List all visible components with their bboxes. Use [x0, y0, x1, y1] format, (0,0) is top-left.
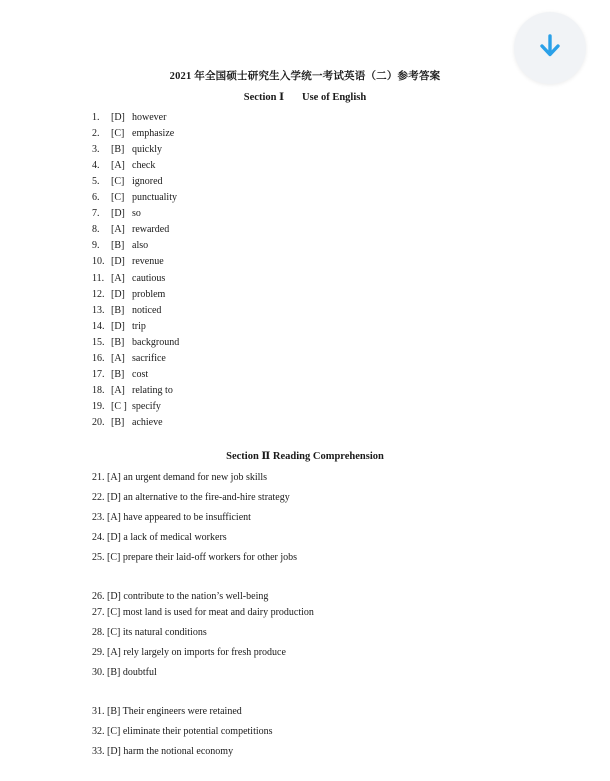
answer-text: cautious [132, 272, 166, 284]
answer-row [92, 224, 169, 236]
reading-answer-row: 32. [C] eliminate their potential competitions [92, 726, 273, 737]
answer-text: check [132, 160, 156, 172]
answer-text: so [132, 208, 141, 220]
answer-letter: [D] [111, 256, 125, 268]
answer-row [92, 289, 165, 301]
answer-text: rewarded [132, 224, 170, 236]
section2-heading: Section Ⅱ Reading Comprehension [226, 451, 384, 462]
answer-row [92, 369, 148, 381]
answer-row [92, 240, 148, 252]
answer-letter: [C ] [111, 400, 127, 412]
answer-text: ignored [132, 176, 163, 188]
section1-label: Section Ⅰ [243, 92, 284, 103]
answer-text: punctuality [132, 192, 177, 204]
answer-letter: [B] [111, 240, 125, 252]
answer-text: however [132, 112, 167, 123]
answer-text: specify [132, 400, 161, 412]
reading-answer-row: 22. [D] an alternative to the fire-and-hire strategy [92, 492, 290, 503]
document-title: 2021 年全国硕士研究生入学统一考试英语（二）参考答案 [169, 71, 441, 82]
answer-number: 4. [92, 160, 100, 172]
answer-letter: [C] [111, 192, 125, 204]
answer-text: background [132, 336, 180, 348]
answer-letter: [B] [111, 416, 125, 428]
answer-letter: [A] [111, 384, 125, 396]
answer-number: 9. [92, 240, 100, 252]
answer-letter: [C] [111, 176, 125, 188]
answer-number: 5. [92, 176, 100, 188]
answer-row [92, 128, 174, 140]
answer-text: problem [132, 288, 166, 300]
section1-subtitle: Use of English [302, 92, 367, 103]
answer-letter: [D] [111, 112, 125, 123]
answer-row [92, 273, 165, 285]
answer-text: quickly [132, 144, 162, 156]
answer-text: achieve [132, 416, 163, 428]
answer-letter: [D] [111, 208, 125, 220]
answer-letter: [A] [111, 160, 125, 172]
answer-row [92, 305, 161, 317]
answer-text: noticed [132, 304, 162, 316]
answer-number: 11. [92, 272, 105, 284]
answer-row [92, 208, 141, 220]
reading-answer-row: 23. [A] have appeared to be insufficient [92, 512, 251, 523]
answer-letter: [B] [111, 304, 125, 316]
answer-text: also [132, 240, 149, 252]
answer-number: 14. [92, 320, 105, 332]
answer-number: 6. [92, 192, 100, 204]
answer-number: 2. [92, 128, 100, 140]
answer-number: 15. [92, 336, 105, 348]
section1-heading [0, 91, 610, 103]
answer-letter: [A] [111, 352, 125, 364]
answer-row [92, 321, 146, 333]
answer-letter: [B] [111, 368, 125, 380]
answer-text: emphasize [132, 128, 175, 140]
answer-row [92, 401, 161, 413]
answer-letter: [C] [111, 128, 125, 140]
answer-number: 3. [92, 144, 100, 156]
answer-number: 18. [92, 384, 105, 396]
reading-answer-row: 30. [B] doubtful [92, 667, 157, 678]
answer-row [92, 192, 177, 204]
answer-text: trip [132, 320, 146, 332]
answer-text: sacrifice [132, 352, 166, 364]
answer-number: 19. [92, 400, 105, 412]
answer-letter: [D] [111, 288, 125, 300]
reading-answer-row: 28. [C] its natural conditions [92, 627, 207, 638]
answer-number: 16. [92, 352, 105, 364]
answer-row [92, 353, 166, 365]
answer-row [92, 417, 163, 429]
answer-number: 13. [92, 304, 105, 316]
answer-letter: [B] [111, 336, 125, 348]
answer-row [92, 112, 166, 124]
reading-answer-row: 27. [C] most land is used for meat and dairy production [92, 607, 314, 618]
answer-number: 1. [92, 112, 100, 123]
answer-number: 10. [92, 256, 105, 268]
answer-number: 17. [92, 368, 105, 380]
answer-letter: [D] [111, 320, 125, 332]
reading-answer-row: 21. [A] an urgent demand for new job skills [92, 472, 268, 483]
answer-number: 7. [92, 208, 100, 220]
reading-answer-row: 33. [D] harm the notional economy [92, 746, 234, 757]
reading-answer-row: 26. [D] contribute to the nation’s well-being [92, 591, 269, 602]
reading-answer-row: 31. [B] Their engineers were retained [92, 706, 242, 717]
answer-row [92, 176, 163, 188]
answer-number: 8. [92, 224, 100, 236]
answer-letter: [B] [111, 144, 125, 156]
answer-text: relating to [132, 384, 173, 396]
answer-text: revenue [132, 256, 164, 268]
arrow-down-icon [539, 34, 561, 63]
answer-row [92, 144, 162, 156]
answer-letter: [A] [111, 224, 125, 236]
reading-answer-row: 29. [A] rely largely on imports for fresh produce [92, 647, 286, 658]
answer-row [92, 160, 155, 172]
answer-letter: [A] [111, 272, 125, 284]
answer-row [92, 256, 164, 268]
answer-row [92, 337, 179, 349]
answer-text: cost [132, 368, 149, 380]
answer-number: 20. [92, 416, 105, 428]
reading-answer-row: 25. [C] prepare their laid-off workers for other jobs [92, 552, 298, 563]
answer-row [92, 385, 173, 397]
answer-number: 12. [92, 288, 105, 300]
reading-answer-row: 24. [D] a lack of medical workers [92, 532, 227, 543]
